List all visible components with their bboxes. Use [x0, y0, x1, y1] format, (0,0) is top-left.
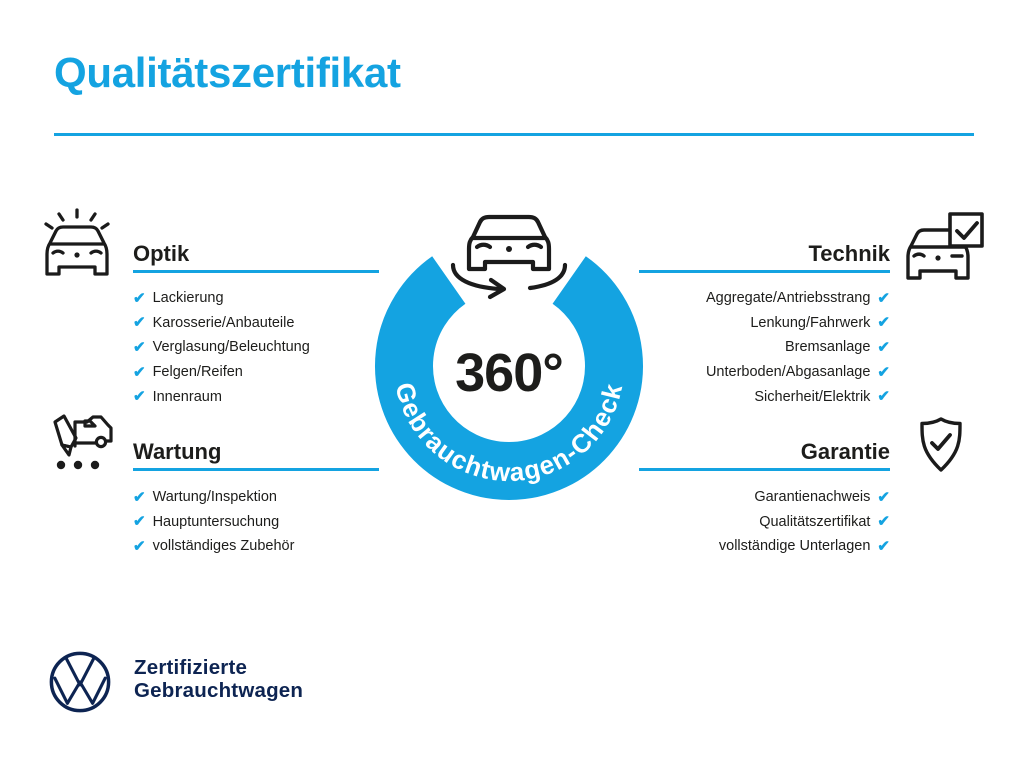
footer-brand-line1: Zertifizierte: [134, 656, 248, 679]
checklist-label: Hauptuntersuchung: [152, 513, 280, 530]
checklist-label: Bremsanlage: [784, 339, 871, 356]
check-icon: ✔: [133, 338, 146, 356]
check-icon: ✔: [133, 363, 146, 381]
checklist-label: vollständige Unterlagen: [718, 538, 871, 555]
car-shine-icon: [44, 207, 110, 277]
checklist-label: Sicherheit/Elektrik: [754, 388, 871, 405]
vw-logo: [48, 650, 112, 714]
check-icon: ✔: [133, 488, 146, 506]
rotating-car-icon: [453, 217, 565, 297]
check-icon: ✔: [877, 314, 890, 332]
check-icon: ✔: [877, 488, 890, 506]
check-icon: ✔: [877, 537, 890, 555]
check-icon: ✔: [877, 388, 890, 406]
checklist-item: [133, 384, 310, 409]
checklist-label: Wartung/Inspektion: [152, 489, 277, 506]
checklist-label: Karosserie/Anbauteile: [152, 314, 295, 331]
check-icon: ✔: [133, 513, 146, 531]
section-divider-wartung: [133, 468, 379, 471]
check-icon: ✔: [133, 537, 146, 555]
checklist-label: Qualitätszertifikat: [759, 513, 871, 530]
section-divider-optik: [133, 270, 379, 273]
checklist-label: Garantienachweis: [754, 489, 871, 506]
checklist-item: [133, 311, 310, 336]
checklist-label: Verglasung/Beleuchtung: [152, 339, 310, 356]
check-icon: ✔: [133, 314, 146, 332]
page-title: Qualitätszertifikat: [54, 49, 401, 96]
badge-ring-label: Gebrauchtwagen-Check: [389, 379, 629, 488]
title-divider: [54, 133, 974, 136]
section-divider-technik: [639, 270, 890, 273]
checklist-item: [133, 510, 294, 535]
checklist-item: [133, 360, 310, 385]
section-divider-garantie: [639, 468, 890, 471]
checklist-label: Unterboden/Abgasanlage: [705, 364, 871, 381]
checklist-label: Felgen/Reifen: [152, 364, 243, 381]
check-icon: ✔: [877, 363, 890, 381]
checklist-label: Innenraum: [152, 388, 222, 405]
footer-brand-line2: Gebrauchtwagen: [134, 679, 304, 702]
check-icon: ✔: [877, 289, 890, 307]
check-icon: ✔: [877, 338, 890, 356]
check-icon: ✔: [133, 289, 146, 307]
section-title-wartung: Wartung: [133, 439, 222, 464]
section-title-optik: Optik: [133, 241, 190, 266]
checklist-item: [590, 534, 890, 559]
check-icon: ✔: [133, 388, 146, 406]
checklist-item: [133, 534, 294, 559]
checklist-item: [133, 335, 310, 360]
check-icon: ✔: [877, 513, 890, 531]
section-title-technik: Technik: [808, 241, 890, 266]
checklist-item: [133, 485, 294, 510]
footer-brand-text: [134, 656, 303, 702]
checklist-label: vollständiges Zubehör: [152, 538, 295, 555]
checklist-label: Aggregate/Antriebsstrang: [705, 290, 871, 307]
checklist-wartung: [133, 485, 294, 559]
shield-check-icon: [917, 416, 965, 474]
car-checkbox-icon: [906, 212, 986, 280]
badge-360: [369, 195, 649, 505]
checklist-item: [133, 286, 310, 311]
checklist-optik: [133, 286, 310, 409]
section-title-garantie: Garantie: [800, 439, 890, 464]
checklist-label: Lackierung: [152, 290, 224, 307]
badge-degree-label: 360°: [455, 343, 563, 403]
checklist-item: [590, 510, 890, 535]
checklist-label: Lenkung/Fahrwerk: [750, 314, 871, 331]
service-checklist-icon: [45, 410, 113, 472]
